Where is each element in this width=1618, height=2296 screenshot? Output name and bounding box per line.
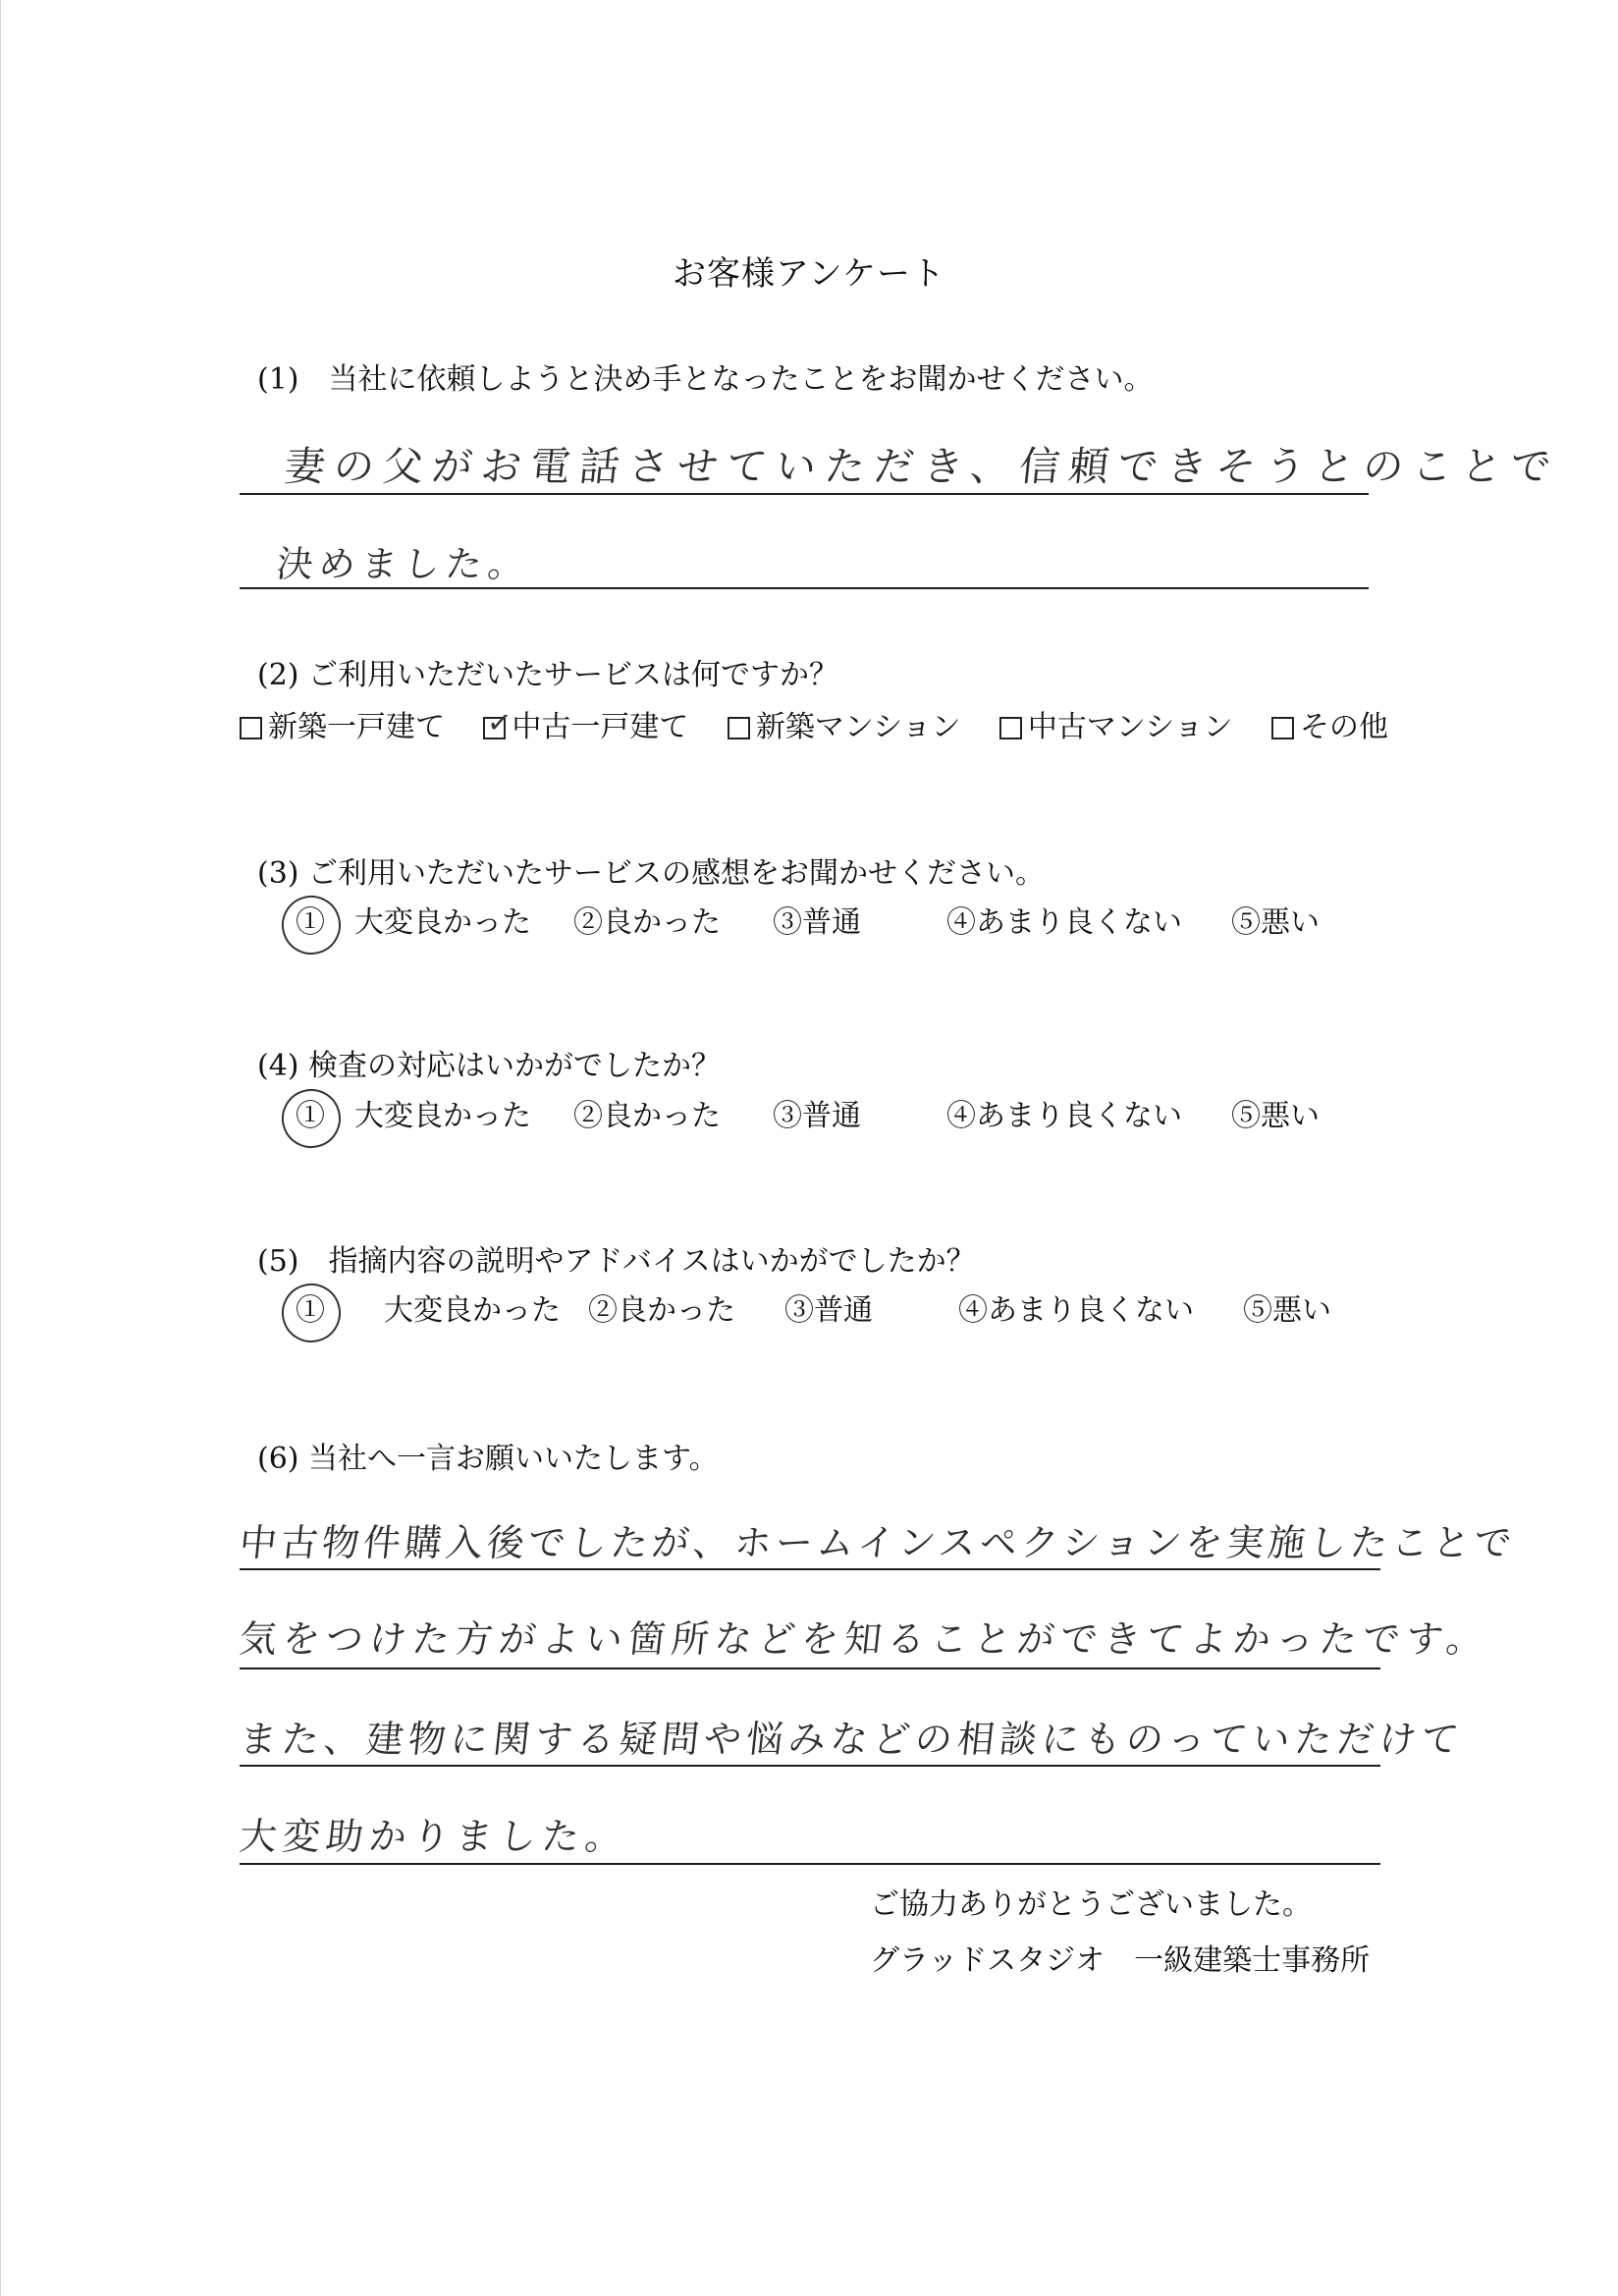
q5-options — [296, 1293, 1331, 1328]
q6-answer-line-1: 中古物件購入後でしたが、ホームインスペクションを実施したことで — [237, 1521, 1518, 1564]
q4-option-label: ① 大変良かった — [296, 1099, 531, 1133]
q5-option-label: ③普通 — [784, 1293, 873, 1328]
q2-checkbox-used-house[interactable] — [483, 704, 514, 741]
q2-checkbox-new-condo[interactable] — [728, 717, 750, 739]
q5-option-label: ⑤悪い — [1243, 1293, 1331, 1328]
q4-option-5[interactable] — [1231, 1099, 1320, 1133]
q4-option-2[interactable] — [573, 1099, 773, 1133]
q2-checkbox-new-house[interactable] — [240, 717, 262, 739]
q2-option-other[interactable] — [1271, 710, 1388, 744]
q1-answer-rule-2 — [240, 587, 1369, 589]
q5-option-label: ① 大変良かった — [296, 1293, 561, 1328]
check-mark-icon: ✓ — [485, 704, 514, 741]
q2-options — [240, 704, 1388, 744]
q6-answer-rule-1 — [240, 1568, 1380, 1570]
q2-label: (2) ご利用いただいたサービスは何ですか？ — [257, 658, 839, 692]
q6-answer-line-4: 大変助かりました。 — [237, 1815, 631, 1858]
q5-option-5[interactable] — [1243, 1293, 1331, 1328]
q3-option-label: ②良かった — [573, 905, 721, 940]
q4-option-label: ③普通 — [773, 1099, 861, 1133]
q2-option-label: その他 — [1300, 710, 1388, 744]
q4-option-label: ④あまり良くない — [946, 1099, 1182, 1133]
q3-option-label: ③普通 — [773, 905, 861, 940]
q2-option-used-house[interactable] — [483, 704, 689, 744]
q5-option-1[interactable] — [296, 1293, 588, 1328]
q4-option-label: ⑤悪い — [1231, 1099, 1320, 1133]
q3-option-label: ① 大変良かった — [296, 905, 531, 940]
q6-answer-line-2: 気をつけた方がよい箇所などを知ることができてよかったです。 — [237, 1617, 1492, 1661]
q4-option-label: ②良かった — [573, 1099, 721, 1133]
q2-option-label: 中古一戸建て — [512, 710, 689, 744]
q6-answer-rule-3 — [240, 1765, 1380, 1767]
footer-thanks: ご協力ありがとうございました。 — [870, 1887, 1312, 1922]
q6-answer-rule-2 — [240, 1667, 1380, 1669]
q4-option-3[interactable] — [773, 1099, 946, 1133]
q3-option-label: ④あまり良くない — [946, 905, 1182, 940]
q2-option-label: 中古マンション — [1027, 710, 1233, 744]
q1-label: (1) 当社に依頼しようと決め手となったことをお聞かせください。 — [257, 362, 1154, 397]
q6-answer-line-3: また、建物に関する疑問や悩みなどの相談にものっていただけて — [237, 1718, 1466, 1761]
q2-option-new-condo[interactable] — [728, 710, 961, 744]
q2-option-new-house[interactable] — [240, 710, 445, 744]
q3-option-2[interactable] — [573, 905, 773, 940]
q5-label: (5) 指摘内容の説明やアドバイスはいかがでしたか？ — [257, 1244, 976, 1279]
q3-option-4[interactable] — [946, 905, 1231, 940]
q4-option-1[interactable] — [296, 1099, 573, 1133]
q2-checkbox-used-condo[interactable] — [999, 717, 1022, 739]
q2-option-label: 新築マンション — [755, 710, 961, 744]
q1-answer-line-2: 決めました。 — [274, 543, 533, 585]
q3-option-5[interactable] — [1231, 905, 1320, 940]
page-title: お客様アンケート — [673, 254, 945, 294]
q5-option-label: ④あまり良くない — [958, 1293, 1194, 1328]
q3-options — [296, 905, 1320, 940]
q2-option-label: 新築一戸建て — [268, 710, 445, 744]
q4-label: (4) 検査の対応はいかがでしたか？ — [257, 1049, 722, 1083]
q5-option-label: ②良かった — [588, 1293, 735, 1328]
q6-answer-rule-4 — [240, 1863, 1380, 1865]
q5-option-3[interactable] — [784, 1293, 958, 1328]
q3-option-1[interactable] — [296, 905, 573, 940]
q4-option-4[interactable] — [946, 1099, 1231, 1133]
footer-company: グラッドスタジオ 一級建築士事務所 — [870, 1943, 1371, 1978]
q5-option-4[interactable] — [958, 1293, 1243, 1328]
q3-option-3[interactable] — [773, 905, 946, 940]
q1-answer-line-1: 妻の父がお電話させていただき、信頼できそうとのことで — [282, 443, 1562, 490]
q6-label: (6) 当社へ一言お願いいたします。 — [257, 1442, 719, 1476]
q4-options — [296, 1099, 1320, 1133]
q3-label: (3) ご利用いただいたサービスの感想をお聞かせください。 — [257, 856, 1046, 891]
q2-checkbox-other[interactable] — [1271, 717, 1294, 739]
q1-answer-rule-1 — [240, 493, 1369, 495]
q3-option-label: ⑤悪い — [1231, 905, 1320, 940]
q2-option-used-condo[interactable] — [999, 710, 1233, 744]
q5-option-2[interactable] — [588, 1293, 784, 1328]
